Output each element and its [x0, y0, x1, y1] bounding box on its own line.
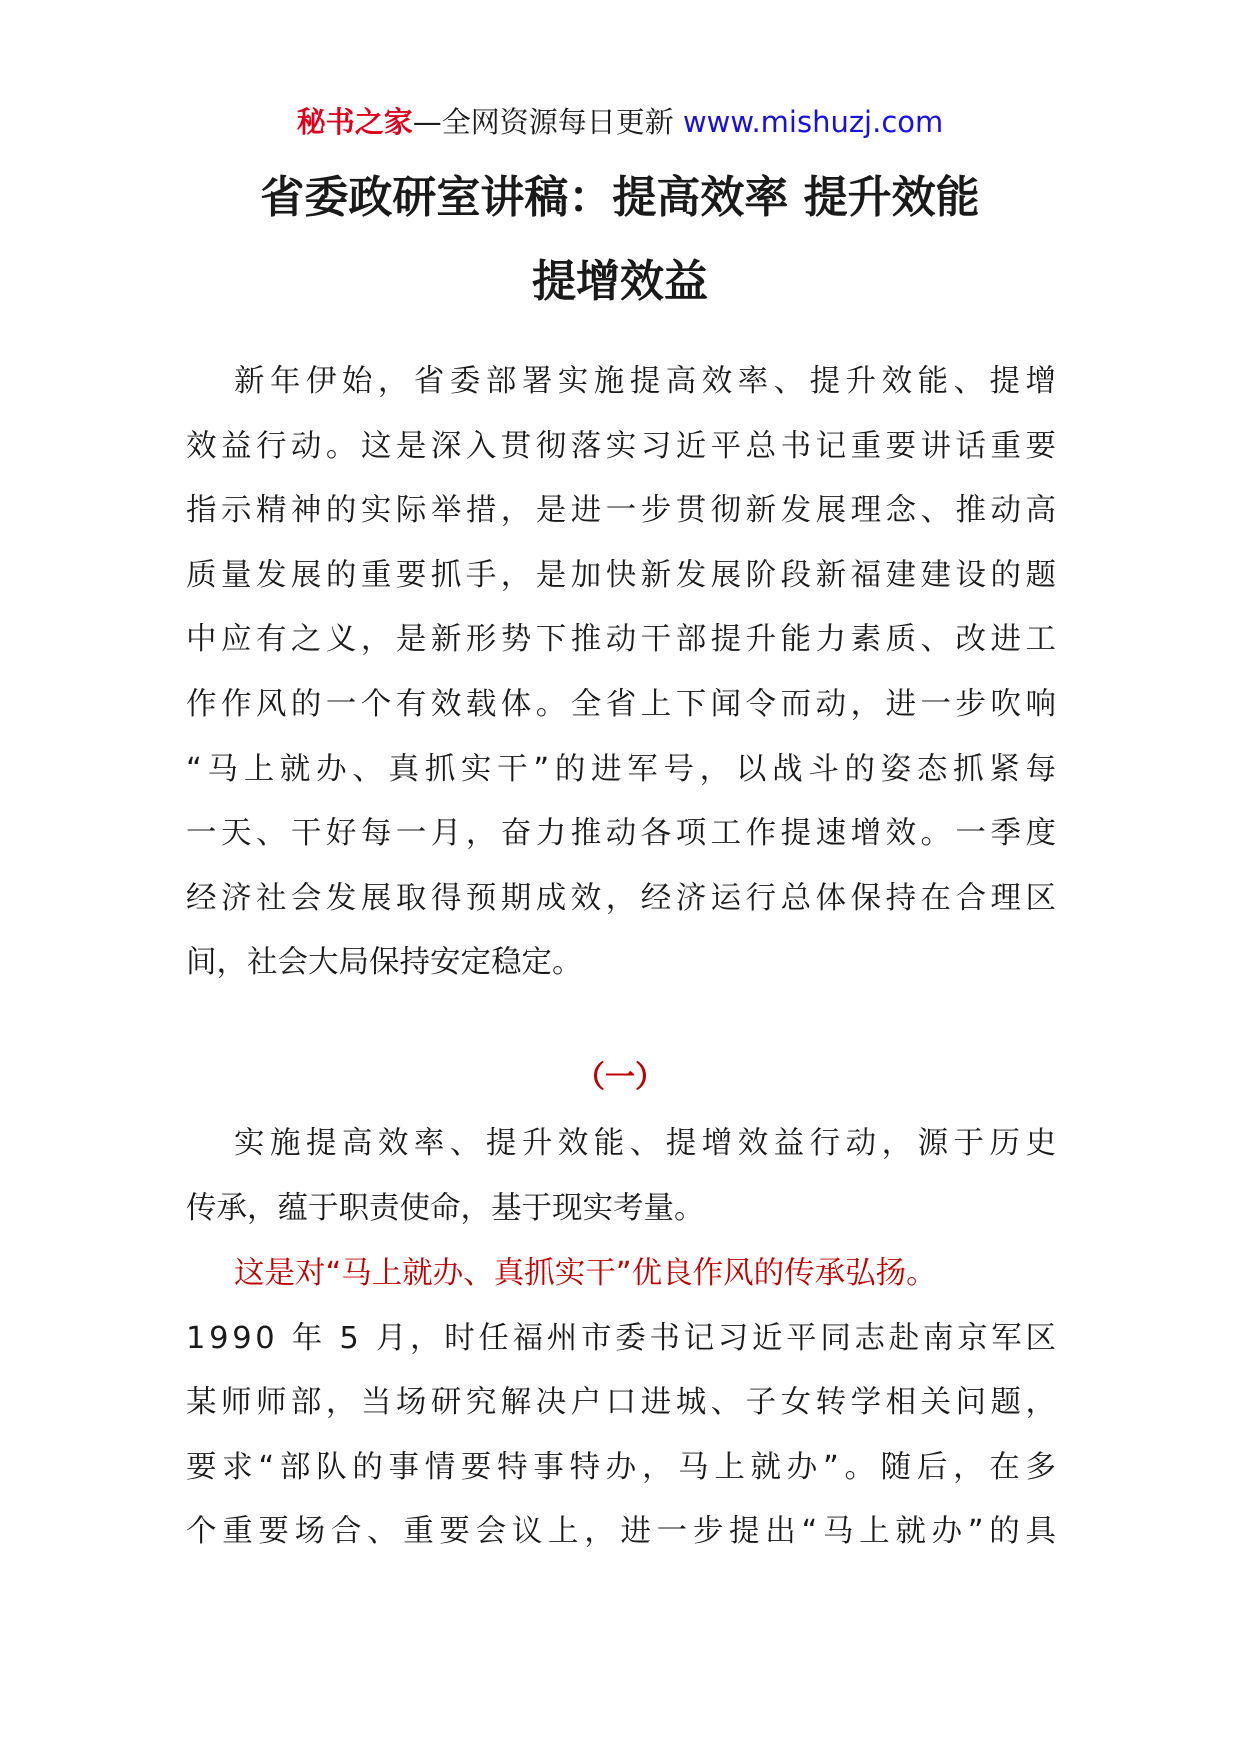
text-line: 质量发展的重要抓手，是加快新发展阶段新福建建设的题 — [186, 557, 1061, 593]
text-line: 指示精神的实际举措，是进一步贯彻新发展理念、推动高 — [186, 493, 1061, 529]
text-line: 一天、干好每一月，奋力推动各项工作提速增效。一季度 — [186, 816, 1061, 852]
text-line: 传承，蕴于职责使命，基于现实考量。 — [186, 1190, 705, 1226]
paragraph-intro — [186, 350, 1062, 996]
text-line: 某师师部，当场研究解决户口进城、子女转学相关问题， — [186, 1385, 1061, 1421]
text-line: 个重要场合、重要会议上，进一步提出“马上就办”的具 — [186, 1514, 1062, 1550]
text-line: 间，社会大局保持安定稳定。 — [186, 945, 583, 981]
emphasis-sentence: 这是对“马上就办、真抓实干”优良作风的传承弘扬。 — [234, 1256, 937, 1291]
text-line: 经济社会发展取得预期成效，经济运行总体保持在合理区 — [186, 880, 1061, 916]
document-title-line-2: 提增效益 — [532, 256, 708, 307]
site-url-link[interactable]: www.mishuzj.com — [682, 105, 944, 139]
paragraph-history — [186, 1242, 1062, 1565]
text-line: 中应有之义，是新形势下推动干部提升能力素质、改进工 — [186, 622, 1061, 658]
header-tagline: —全网资源每日更新 — [412, 105, 683, 139]
text-line: 实施提高效率、提升效能、提增效益行动，源于历史 — [234, 1126, 1062, 1161]
paragraph-section-intro — [186, 1112, 1062, 1241]
site-header — [0, 100, 1240, 144]
text-line: 1990 年 5 月，时任福州市委书记习近平同志赴南京军区 — [186, 1320, 1060, 1356]
brand-name: 秘书之家 — [296, 105, 413, 139]
document-title-line-1: 省委政研室讲稿：提高效率 提升效能 — [260, 172, 980, 223]
text-line: 新年伊始，省委部署实施提高效率、提升效能、提增 — [234, 364, 1062, 399]
text-line: 要求“部队的事情要特事特办，马上就办”。随后，在多 — [186, 1449, 1062, 1485]
section-heading-1: （一） — [575, 1060, 665, 1095]
text-line: “马上就办、真抓实干”的进军号，以战斗的姿态抓紧每 — [186, 751, 1062, 787]
text-line: 作作风的一个有效载体。全省上下闻令而动，进一步吹响 — [186, 686, 1061, 722]
text-line: 效益行动。这是深入贯彻落实习近平总书记重要讲话重要 — [186, 428, 1061, 464]
